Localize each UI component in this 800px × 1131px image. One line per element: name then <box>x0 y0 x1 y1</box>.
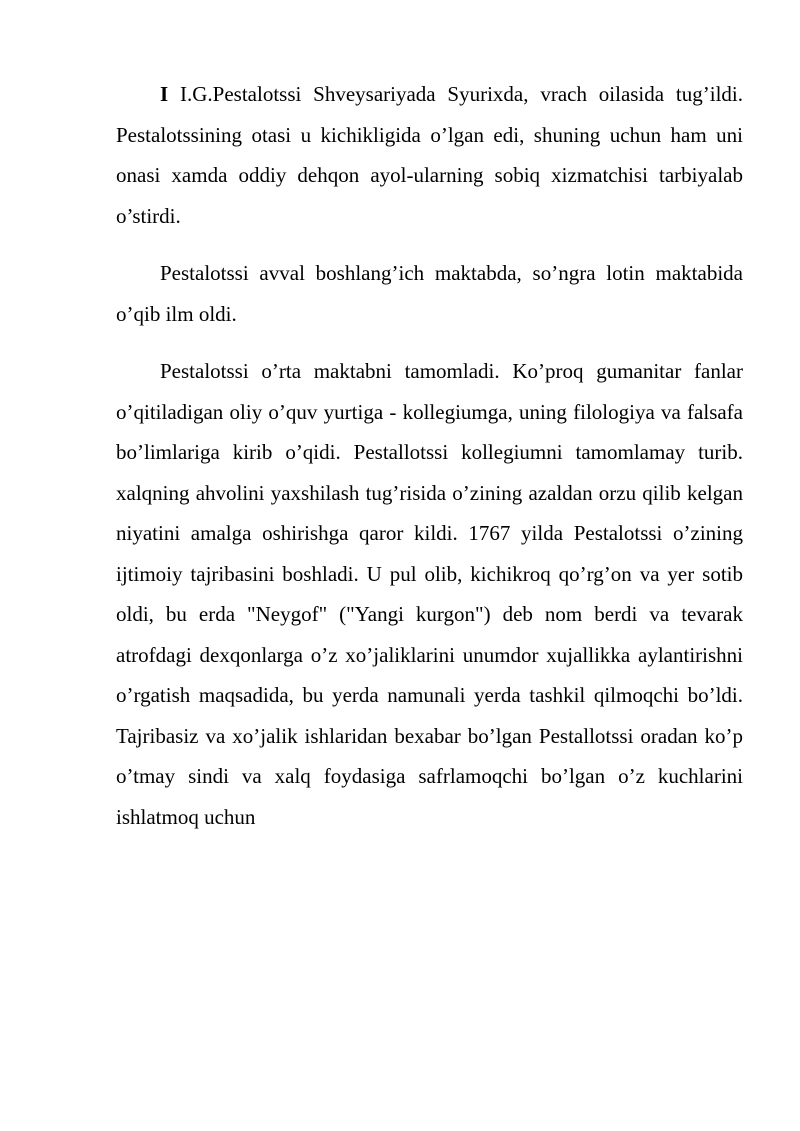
paragraph-1 <box>116 74 743 236</box>
paragraph-2-text: Pestalotssi avval boshlang’ich maktabda, so’ngra lotin maktabida o’qib ilm oldi. <box>116 261 743 326</box>
paragraph-1-text: I.G.Pestalotssi Shveysariyada Syurixda, vrach oilasida tug’ildi. Pestalotssining otasi u kichikligida o’lgan edi, shuning uchun ham uni onasi xamda oddiy dehqon ayol-ularning sobiq xizmatchisi tarbiyalab o’stirdi. <box>116 82 743 228</box>
paragraph-3 <box>116 351 743 837</box>
body-text <box>116 74 743 854</box>
paragraph-2 <box>116 253 743 334</box>
paragraph-3-text: Pestalotssi o’rta maktabni tamomladi. Ko’proq gumanitar fanlar o’qitiladigan oliy o’quv yurtiga - kollegiumga, uning filologiya va falsafa bo’limlariga kirib o’qidi. Pestallotssi kollegiumni tamomlamay turib. xalqning ahvolini yaxshilash tug’risida o’zining azaldan orzu qilib kelgan niyatini amalga oshirishga qaror kildi. 1767 yilda Pestalotssi o’zining ijtimoiy tajribasini boshladi. U pul olib, kichikroq qo’rg’on va yer sotib oldi, bu erda "Neygof" ("Yangi kurgon") deb nom berdi va tevarak atrofdagi dexqonlarga o’z xo’jaliklarini unumdor xujallikka aylantirishni o’rgatish maqsadida, bu yerda namunali yerda tashkil qilmoqchi bo’ldi. Tajribasiz va xo’jalik ishlaridan bexabar bo’lgan Pestallotssi oradan ko’p o’tmay sindi va xalq foydasiga safrlamoqchi bo’lgan o’z kuchlarini ishlatmoq uchun <box>116 359 743 829</box>
paragraph-lead-marker: I <box>160 82 169 106</box>
